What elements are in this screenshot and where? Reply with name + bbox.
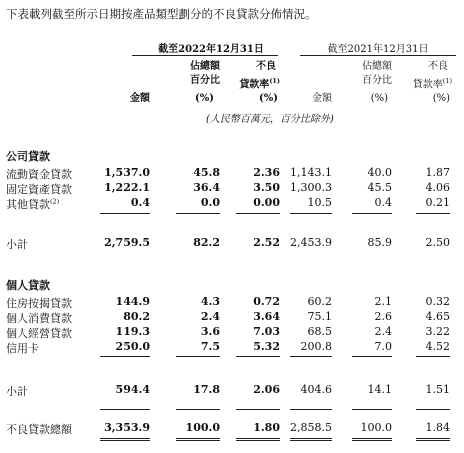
hdr-prior-pct-unit: (%) (370, 93, 388, 104)
cell-prior-npl: 1.84 (425, 421, 450, 434)
subtotal-rule (352, 356, 392, 357)
subtotal-row (0, 383, 464, 397)
cell-current-amount: 250.0 (115, 340, 150, 353)
cell-current-pct: 0.0 (200, 196, 220, 209)
subtotal-rule (236, 213, 280, 214)
row-label: 固定資產貸款 (6, 183, 72, 196)
total-rule (352, 409, 392, 410)
cell-prior-amount: 1,143.1 (290, 166, 332, 179)
cell-current-amount: 3,353.9 (104, 421, 150, 434)
total-rule (416, 409, 450, 410)
row-label: 流動資金貸款 (6, 168, 72, 181)
cell-current-npl: 0.72 (253, 295, 280, 308)
hdr-current-amount: 金額 (130, 93, 150, 104)
cell-prior-amount: 10.5 (307, 196, 332, 209)
hdr-current-pct-unit: (%) (195, 93, 214, 104)
row-label: 不良貸款總額 (6, 423, 72, 436)
period-current-rule (132, 55, 278, 56)
cell-current-npl: 3.64 (253, 310, 280, 323)
total-rule (290, 409, 332, 410)
subtotal-rule (416, 213, 450, 214)
period-current-header: 截至2022年12月31日 (158, 44, 264, 55)
cell-current-npl: 3.50 (253, 181, 280, 194)
cell-current-amount: 144.9 (115, 295, 150, 308)
total-double-rule (416, 438, 450, 441)
hdr-prior-npl-1: 不良 (428, 61, 448, 72)
cell-prior-amount: 2,453.9 (290, 236, 332, 249)
unit-note: (人民幣百萬元，百分比除外) (206, 114, 334, 125)
table-row (0, 196, 464, 210)
cell-prior-amount: 404.6 (300, 383, 332, 396)
row-label: 其他貸款$^{(2)}$ (6, 197, 60, 211)
subtotal-rule (100, 213, 150, 214)
section-title-personal: 個人貸款 (6, 279, 50, 292)
row-label: 個人消費貸款 (6, 312, 72, 325)
cell-prior-amount: 75.1 (307, 310, 332, 323)
subtotal-rule (236, 356, 280, 357)
cell-prior-npl: 0.32 (425, 295, 450, 308)
intro-text: 下表載列截至所示日期按產品類型劃分的不良貸款分佈情況。 (6, 7, 317, 21)
cell-current-amount: 2,759.5 (104, 236, 150, 249)
cell-prior-npl: 1.87 (425, 166, 450, 179)
cell-prior-amount: 1,300.3 (290, 181, 332, 194)
cell-prior-amount: 60.2 (307, 295, 332, 308)
cell-current-pct: 2.4 (200, 310, 220, 323)
hdr-prior-pct-2: 百分比 (362, 75, 392, 86)
table-row (0, 310, 464, 324)
subtotal-rule (416, 356, 450, 357)
cell-current-npl: 1.80 (253, 421, 280, 434)
cell-current-amount: 594.4 (115, 383, 150, 396)
period-prior-header: 截至2021年12月31日 (327, 44, 429, 55)
period-prior-rule (300, 55, 456, 56)
cell-prior-pct: 2.6 (374, 310, 392, 323)
cell-prior-npl: 0.21 (425, 196, 450, 209)
hdr-prior-amount: 金額 (312, 93, 332, 104)
subtotal-rule (176, 356, 220, 357)
subtotal-rule (100, 356, 150, 357)
total-rule (100, 409, 150, 410)
hdr-prior-npl-unit: (%) (432, 93, 450, 104)
section-title-corporate: 公司貸款 (6, 150, 50, 163)
cell-current-pct: 36.4 (193, 181, 220, 194)
hdr-current-npl-2: 貸款率$^{(1)}$ (239, 77, 280, 91)
row-label: 信用卡 (6, 342, 39, 355)
total-double-rule (176, 438, 220, 441)
total-double-rule (100, 438, 150, 441)
cell-prior-npl: 3.22 (425, 325, 450, 338)
cell-prior-npl: 4.65 (425, 310, 450, 323)
subtotal-rule (352, 213, 392, 214)
cell-prior-npl: 4.52 (425, 340, 450, 353)
cell-current-npl: 2.52 (253, 236, 280, 249)
cell-current-amount: 80.2 (123, 310, 150, 323)
table-row (0, 325, 464, 339)
cell-current-pct: 100.0 (185, 421, 220, 434)
hdr-current-pct-1: 佔總額 (190, 61, 220, 72)
cell-current-pct: 4.3 (200, 295, 220, 308)
cell-prior-amount: 200.8 (300, 340, 332, 353)
row-label: 小計 (6, 238, 28, 251)
total-rule (236, 409, 280, 410)
cell-prior-npl: 4.06 (425, 181, 450, 194)
cell-prior-pct: 14.1 (367, 383, 392, 396)
table-row (0, 166, 464, 180)
cell-prior-pct: 45.5 (367, 181, 392, 194)
cell-current-amount: 119.3 (115, 325, 150, 338)
hdr-prior-pct-1: 佔總額 (362, 61, 392, 72)
hdr-current-npl-1: 不良 (256, 61, 276, 72)
total-row (0, 421, 464, 435)
hdr-current-npl-unit: (%) (259, 93, 278, 104)
hdr-prior-npl-2: 貸款率$^{(1)}$ (412, 77, 452, 91)
cell-current-pct: 7.5 (200, 340, 220, 353)
cell-prior-pct: 2.4 (374, 325, 392, 338)
row-label: 住房按揭貸款 (6, 297, 72, 310)
cell-current-npl: 7.03 (253, 325, 280, 338)
cell-current-pct: 17.8 (193, 383, 220, 396)
cell-prior-pct: 40.0 (367, 166, 392, 179)
cell-current-amount: 1,537.0 (104, 166, 150, 179)
cell-prior-npl: 1.51 (425, 383, 450, 396)
cell-current-amount: 1,222.1 (104, 181, 150, 194)
cell-current-npl: 5.32 (253, 340, 280, 353)
subtotal-rule (290, 213, 332, 214)
total-double-rule (290, 438, 332, 441)
cell-prior-pct: 85.9 (367, 236, 392, 249)
subtotal-rule (176, 213, 220, 214)
subtotal-row (0, 236, 464, 250)
total-double-rule (352, 438, 392, 441)
row-label: 個人經營貸款 (6, 327, 72, 340)
table-row (0, 340, 464, 354)
cell-current-npl: 2.06 (253, 383, 280, 396)
cell-current-npl: 2.36 (253, 166, 280, 179)
hdr-current-pct-2: 百分比 (190, 75, 220, 86)
cell-current-pct: 82.2 (193, 236, 220, 249)
cell-prior-pct: 7.0 (374, 340, 392, 353)
footnote-marker: (2) (50, 197, 60, 206)
cell-prior-amount: 2,858.5 (290, 421, 332, 434)
cell-prior-amount: 68.5 (307, 325, 332, 338)
cell-current-amount: 0.4 (130, 196, 150, 209)
total-double-rule (236, 438, 280, 441)
cell-prior-npl: 2.50 (425, 236, 450, 249)
cell-current-pct: 45.8 (193, 166, 220, 179)
cell-prior-pct: 0.4 (374, 196, 392, 209)
cell-prior-pct: 2.1 (374, 295, 392, 308)
total-rule (176, 409, 220, 410)
cell-current-npl: 0.00 (253, 196, 280, 209)
table-row (0, 295, 464, 309)
cell-prior-pct: 100.0 (360, 421, 392, 434)
row-label: 小計 (6, 385, 28, 398)
subtotal-rule (290, 356, 332, 357)
cell-current-pct: 3.6 (200, 325, 220, 338)
table-row (0, 181, 464, 195)
